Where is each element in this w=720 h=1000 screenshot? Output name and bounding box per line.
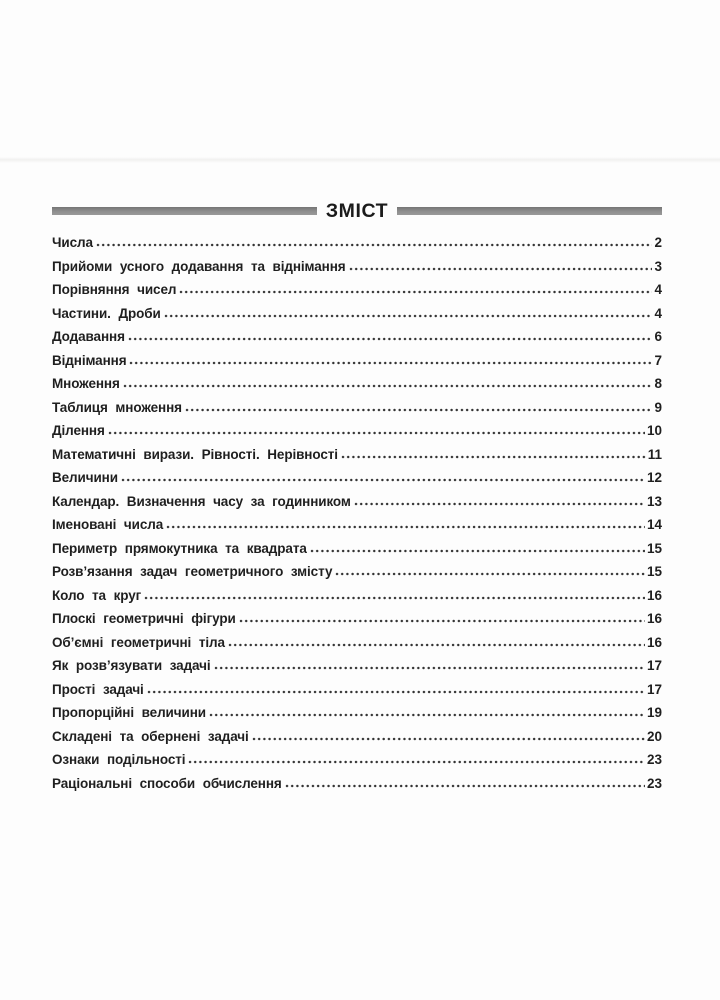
toc-entry-title: Пропорційні величини bbox=[52, 705, 206, 720]
toc-leader-dots bbox=[252, 737, 645, 741]
toc-leader-dots bbox=[123, 384, 653, 388]
toc-leader-dots bbox=[310, 549, 645, 553]
toc-entry-title: Складені та обернені задачі bbox=[52, 728, 249, 744]
toc-entry-title: Іменовані числа bbox=[52, 517, 164, 532]
toc-entry-page-number: 23 bbox=[646, 775, 662, 791]
toc-entry-title: Порівняння чисел bbox=[52, 282, 177, 297]
toc-leader-dots bbox=[129, 361, 652, 365]
toc-entry bbox=[52, 537, 662, 561]
page-title: ЗМІСТ bbox=[325, 200, 389, 222]
toc-entry-title: Об’ємні геометричні тіла bbox=[52, 634, 225, 650]
toc-entry-page-number: 20 bbox=[646, 728, 662, 744]
toc-entry bbox=[52, 772, 662, 796]
toc-entry-page-number: 11 bbox=[647, 446, 662, 462]
toc-entry bbox=[52, 490, 662, 514]
toc-entry-page-number: 15 bbox=[646, 540, 662, 556]
toc-leader-dots bbox=[335, 572, 645, 576]
header-rule-right bbox=[397, 207, 662, 215]
toc-entry-title: Розв’язання задач геометричного змісту bbox=[52, 564, 333, 579]
toc-entry-page-number: 2 bbox=[654, 235, 662, 250]
toc-entry bbox=[52, 701, 662, 725]
toc-entry-title: Плоскі геометричні фігури bbox=[52, 611, 236, 626]
toc-leader-dots bbox=[285, 784, 645, 788]
toc-leader-dots bbox=[185, 408, 653, 412]
toc-entry-title: Математичні вирази. Рівності. Нерівності bbox=[52, 446, 338, 462]
toc-entry-page-number: 16 bbox=[646, 611, 662, 626]
toc-entry-page-number: 16 bbox=[646, 587, 662, 603]
toc-entry-page-number: 7 bbox=[654, 352, 662, 368]
toc-leader-dots bbox=[214, 666, 645, 670]
toc-leader-dots bbox=[228, 643, 645, 647]
toc-entry-title: Прийоми усного додавання та віднімання bbox=[52, 258, 346, 274]
toc-entry-title: Числа bbox=[52, 235, 93, 250]
toc-leader-dots bbox=[128, 337, 653, 341]
toc-entry-title: Периметр прямокутника та квадрата bbox=[52, 540, 307, 556]
toc-entry bbox=[52, 584, 662, 608]
toc-entry bbox=[52, 302, 662, 326]
toc-entry bbox=[52, 466, 662, 490]
toc-entry-title: Прості задачі bbox=[52, 681, 144, 697]
toc-entry bbox=[52, 278, 662, 302]
toc-entry bbox=[52, 349, 662, 373]
toc-entry-title: Ознаки подільності bbox=[52, 752, 186, 767]
toc-entry-title: Величини bbox=[52, 470, 118, 485]
toc-entry bbox=[52, 631, 662, 655]
toc-entry-title: Раціональні способи обчислення bbox=[52, 775, 282, 791]
toc-entry-page-number: 23 bbox=[646, 752, 662, 767]
toc-entry-page-number: 17 bbox=[646, 658, 662, 673]
toc-entry-title: Ділення bbox=[52, 423, 105, 438]
toc-entry bbox=[52, 748, 662, 772]
toc-leader-dots bbox=[166, 525, 645, 529]
toc-entry-title: Частини. Дроби bbox=[52, 305, 161, 321]
toc-entry bbox=[52, 560, 662, 584]
toc-entry-page-number: 9 bbox=[654, 399, 662, 415]
toc-leader-dots bbox=[341, 455, 646, 459]
toc-entry bbox=[52, 255, 662, 279]
toc-entry bbox=[52, 372, 662, 396]
toc-entry bbox=[52, 678, 662, 702]
toc-header bbox=[52, 201, 662, 221]
toc-entry bbox=[52, 654, 662, 678]
toc-leader-dots bbox=[164, 314, 653, 318]
toc-leader-dots bbox=[147, 690, 645, 694]
toc-leader-dots bbox=[121, 478, 645, 482]
toc-entry-title: Як розв’язувати задачі bbox=[52, 658, 211, 673]
toc-entry-page-number: 14 bbox=[646, 517, 662, 532]
toc-entry bbox=[52, 396, 662, 420]
toc-entry-title: Таблиця множення bbox=[52, 399, 182, 415]
toc-entry-page-number: 16 bbox=[646, 634, 662, 650]
toc-entry bbox=[52, 513, 662, 537]
toc-entry-page-number: 10 bbox=[646, 423, 662, 438]
toc-entry-page-number: 6 bbox=[654, 329, 662, 344]
toc-entry-title: Додавання bbox=[52, 329, 125, 344]
toc-entry-page-number: 13 bbox=[646, 493, 662, 509]
toc-entry bbox=[52, 443, 662, 467]
toc-entry-title: Віднімання bbox=[52, 352, 127, 368]
toc-entry-page-number: 12 bbox=[646, 470, 662, 485]
scan-shadow-line bbox=[0, 157, 720, 163]
toc-leader-dots bbox=[179, 290, 652, 294]
toc-entry-page-number: 3 bbox=[654, 258, 662, 274]
toc-leader-dots bbox=[349, 267, 653, 271]
toc-leader-dots bbox=[188, 760, 645, 764]
toc-leader-dots bbox=[354, 502, 645, 506]
toc-leader-dots bbox=[239, 619, 645, 623]
toc-entry-page-number: 15 bbox=[646, 564, 662, 579]
toc-entry-title: Коло та круг bbox=[52, 587, 142, 603]
toc-entry bbox=[52, 607, 662, 631]
toc-leader-dots bbox=[108, 431, 645, 435]
toc-entry bbox=[52, 325, 662, 349]
toc-entry bbox=[52, 725, 662, 749]
toc-leader-dots bbox=[209, 713, 645, 717]
toc-entry-page-number: 8 bbox=[654, 376, 662, 391]
toc-entry-page-number: 17 bbox=[646, 681, 662, 697]
toc-entry-title: Календар. Визначення часу за годинником bbox=[52, 493, 351, 509]
toc-entry-page-number: 19 bbox=[646, 705, 662, 720]
toc-entry-page-number: 4 bbox=[654, 305, 662, 321]
toc-entry bbox=[52, 419, 662, 443]
toc-entry-title: Множення bbox=[52, 376, 120, 391]
toc-entry-page-number: 4 bbox=[654, 282, 662, 297]
toc-list bbox=[52, 231, 662, 795]
toc-leader-dots bbox=[96, 243, 653, 247]
toc-leader-dots bbox=[144, 596, 645, 600]
header-rule-left bbox=[52, 207, 317, 215]
toc-entry bbox=[52, 231, 662, 255]
